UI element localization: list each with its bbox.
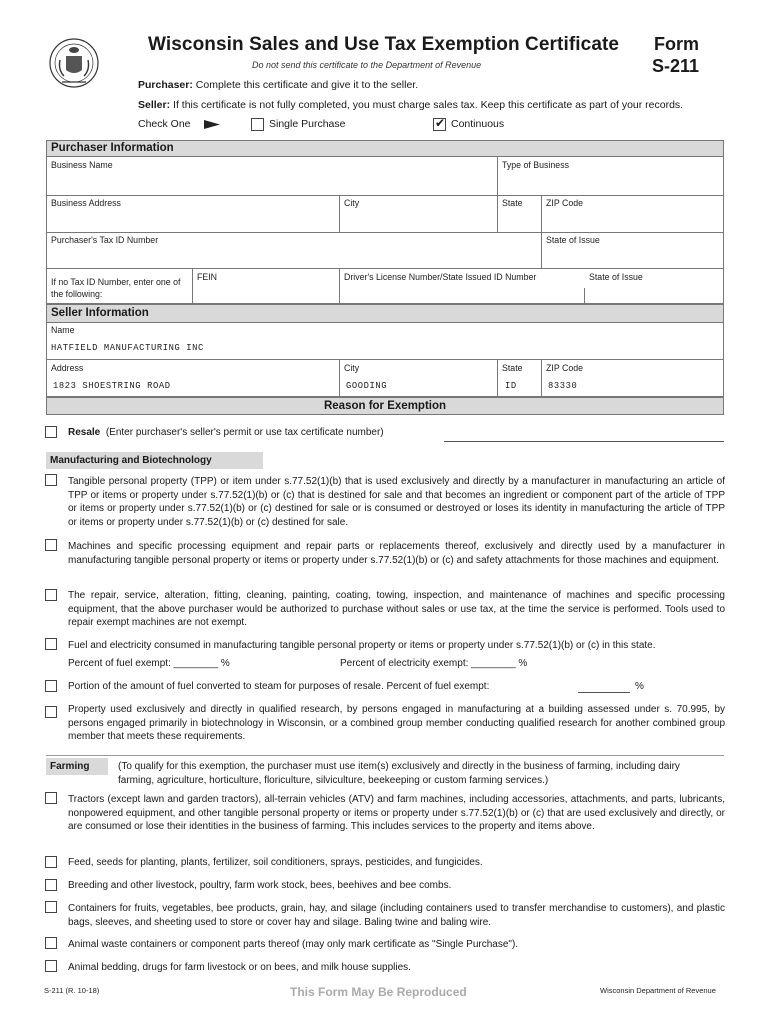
farm-containers-text: Containers for fruits, vegetables, bee products, grain, hay, and silage (including containers used to transfer merchandise to customers), and plastic bags, sleeves, and sheeting used to store or cover hay and silage. Baling twine and baling wire. bbox=[68, 903, 725, 928]
resale-label: Resale (Enter purchaser's seller's permit or use tax certificate number) bbox=[68, 427, 384, 438]
state-of-issue-field[interactable] bbox=[544, 247, 720, 266]
seller-info-heading: Seller Information bbox=[46, 304, 724, 323]
seller-name-field[interactable]: HATFIELD MANUFACTURING INC bbox=[51, 343, 204, 353]
mfg-steam-checkbox[interactable] bbox=[45, 680, 57, 692]
department-name: Wisconsin Department of Revenue bbox=[600, 986, 716, 995]
seller-address-field[interactable]: 1823 SHOESTRING ROAD bbox=[53, 381, 171, 391]
farm-feed-text: Feed, seeds for planting, plants, fertilizer, soil conditioners, sprays, pesticides, and fungicides. bbox=[68, 857, 483, 868]
farm-tractors-checkbox[interactable] bbox=[45, 792, 57, 804]
purchaser-zip-field[interactable] bbox=[544, 210, 720, 230]
farm-animal-waste-checkbox[interactable] bbox=[45, 937, 57, 949]
business-address-label: Business Address bbox=[51, 198, 121, 208]
resale-permit-field[interactable] bbox=[444, 429, 724, 442]
mfg-fuel-text: Fuel and electricity consumed in manufacturing tangible personal property or items or property under s.77.52(1)(b) or (c) in this state. bbox=[68, 640, 656, 651]
manufacturing-heading: Manufacturing and Biotechnology bbox=[46, 452, 263, 469]
fein-field[interactable] bbox=[195, 284, 337, 302]
mfg-machines-text: Machines and specific processing equipment and repair parts or replacements thereof, exclusively and directly used by a manufacturer in manufacturing tangible personal property or items or property under s.77.52(1)(b) or (c) and safety attachments for those machines and equipment. bbox=[68, 541, 725, 566]
wisconsin-seal-logo bbox=[48, 36, 100, 92]
purchaser-state-field[interactable] bbox=[500, 210, 538, 230]
seller-city-field[interactable]: GOODING bbox=[346, 381, 388, 391]
seller-address-label: Address bbox=[51, 363, 84, 373]
mfg-steam-text: Portion of the amount of fuel converted to steam for purposes of resale. Percent of fuel exempt: bbox=[68, 681, 490, 692]
form-title: Wisconsin Sales and Use Tax Exemption Certificate bbox=[148, 34, 620, 55]
farm-livestock-text: Breeding and other livestock, poultry, farm work stock, bees, beehives and bee combs. bbox=[68, 880, 452, 891]
steam-pct-sign: % bbox=[635, 681, 644, 692]
resale-checkbox[interactable] bbox=[45, 426, 57, 438]
farming-heading: Farming bbox=[46, 758, 108, 775]
purchaser-instruction: Purchaser: Complete this certificate and give it to the seller. bbox=[138, 79, 419, 91]
continuous-checkbox[interactable] bbox=[433, 118, 446, 131]
reason-heading: Reason for Exemption bbox=[46, 397, 724, 415]
purchaser-info-heading: Purchaser Information bbox=[46, 140, 724, 157]
farm-containers-checkbox[interactable] bbox=[45, 901, 57, 913]
seller-instruction: Seller: If this certificate is not fully completed, you must charge sales tax. Keep this certificate as part of your records. bbox=[138, 99, 684, 111]
drivers-license-field[interactable] bbox=[342, 284, 582, 302]
arrow-right-icon bbox=[204, 119, 220, 130]
form-number: S-211 bbox=[652, 56, 700, 76]
mfg-research-checkbox[interactable] bbox=[45, 706, 57, 718]
form-word: Form bbox=[654, 34, 699, 54]
farming-intro: (To qualify for this exemption, the purchaser must use item(s) exclusively and directly in the business of farming, including dairy farming, agriculture, horticulture, floriculture, silviculture, beekeeping or custom farming services.) bbox=[118, 761, 680, 786]
check-one-label: Check One bbox=[138, 118, 191, 130]
seller-state-label: State bbox=[502, 363, 523, 373]
no-tax-id-label: If no Tax ID Number, enter one of the following: bbox=[51, 277, 181, 299]
mfg-research-text: Property used exclusively and directly in qualified research, by persons engaged in manufacturing at a building assessed under s. 70.995, by persons engaged primarily in biotechnology in Wisconsin, or a combined group member conducting qualified research for another combined group member that meets these requirements. bbox=[68, 704, 725, 743]
mfg-tpp-checkbox[interactable] bbox=[45, 474, 57, 486]
farm-tractors-text: Tractors (except lawn and garden tractors), all-terrain vehicles (ATV) and farm machines, including accessories, attachments, and parts, lubricants, nonpowered equipment, and other tangible personal property or items or property under s.77.52(1)(b) or (c) that are used exclusively and directly, or are consumed or lose their identities in the business of farming. This includes services to the property and items above. bbox=[68, 794, 725, 833]
type-of-business-label: Type of Business bbox=[502, 160, 569, 170]
purchase-type-row bbox=[138, 118, 558, 132]
purchaser-state-label: State bbox=[502, 198, 523, 208]
type-of-business-field[interactable] bbox=[500, 172, 720, 192]
seller-state-field[interactable]: ID bbox=[505, 381, 517, 391]
form-subtitle: Do not send this certificate to the Department of Revenue bbox=[252, 60, 482, 70]
single-purchase-checkbox[interactable] bbox=[251, 118, 264, 131]
pct-fuel-exempt[interactable]: Percent of fuel exempt: ________ % bbox=[68, 658, 230, 669]
state-of-issue-label: State of Issue bbox=[546, 235, 600, 245]
fein-label: FEIN bbox=[197, 272, 218, 282]
seller-zip-field[interactable]: 83330 bbox=[548, 381, 578, 391]
mfg-machines-checkbox[interactable] bbox=[45, 539, 57, 551]
state-of-issue-2-field[interactable] bbox=[587, 284, 720, 302]
seller-name-label: Name bbox=[51, 325, 75, 335]
seller-zip-label: ZIP Code bbox=[546, 363, 584, 373]
purchaser-zip-label: ZIP Code bbox=[546, 198, 584, 208]
business-name-field[interactable] bbox=[48, 172, 494, 192]
pct-electricity-exempt[interactable]: Percent of electricity exempt: ________ % bbox=[340, 658, 528, 669]
form-revision: S-211 (R. 10-18) bbox=[44, 986, 100, 995]
reproduced-notice: This Form May Be Reproduced bbox=[290, 985, 467, 999]
drivers-license-label: Driver's License Number/State Issued ID Number bbox=[344, 272, 537, 282]
mfg-fuel-checkbox[interactable] bbox=[45, 638, 57, 650]
seller-city-label: City bbox=[344, 363, 360, 373]
tax-id-field[interactable] bbox=[48, 247, 538, 266]
mfg-tpp-text: Tangible personal property (TPP) or item under s.77.52(1)(b) that is used exclusively and directly by a manufacturer in manufacturing an article of TPP or items or property under s.77.52(1)(b) or (c) that is destined for sale and that becomes an ingredient or component part of the article of TPP or items or property under s.77.52(1)(b) or (c) destined for sale or is consumed or destroyed or loses its identity in manufacturing the article of TPP or items or property under s.77.52(1)(b) or (c) destined for sale. bbox=[68, 476, 725, 528]
farm-feed-checkbox[interactable] bbox=[45, 856, 57, 868]
purchaser-city-label: City bbox=[344, 198, 360, 208]
single-purchase-label: Single Purchase bbox=[269, 118, 346, 130]
mfg-repair-checkbox[interactable] bbox=[45, 589, 57, 601]
farm-livestock-checkbox[interactable] bbox=[45, 879, 57, 891]
purchaser-city-field[interactable] bbox=[342, 210, 494, 230]
state-of-issue-2-label: State of Issue bbox=[589, 272, 643, 282]
business-address-field[interactable] bbox=[48, 210, 336, 230]
tax-id-label: Purchaser's Tax ID Number bbox=[51, 235, 159, 245]
business-name-label: Business Name bbox=[51, 160, 113, 170]
steam-pct-field[interactable] bbox=[578, 680, 630, 693]
farm-bedding-checkbox[interactable] bbox=[45, 960, 57, 972]
mfg-repair-text: The repair, service, alteration, fitting, cleaning, painting, coating, towing, inspection, and maintenance of machines and specific processing equipment, that the above purchaser would be authorized to purchase without sales or use tax, at the time the service is performed. Tools used to repair exempt machines are not exempt. bbox=[68, 590, 725, 629]
farm-animal-waste-text: Animal waste containers or component parts thereof (may only mark certificate as "Single Purchase"). bbox=[68, 939, 519, 950]
farm-bedding-text: Animal bedding, drugs for farm livestock or on bees, and milk house supplies. bbox=[68, 962, 411, 973]
continuous-label: Continuous bbox=[451, 118, 505, 130]
